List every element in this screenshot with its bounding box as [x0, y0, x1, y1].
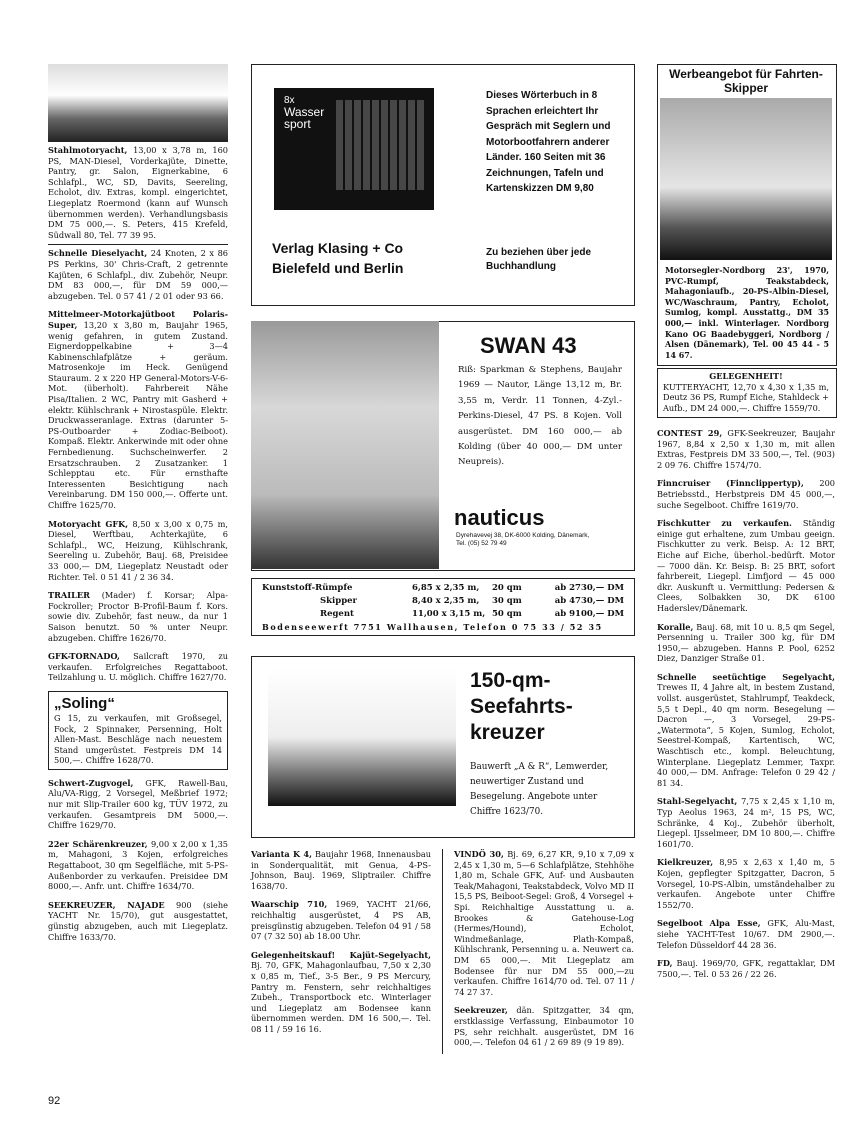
classified-ad: TRAILER (Mader) f. Korsar; Alpa-Fockroller; Proctor B-Profil-Baum f. Kors. sowie div. Zubehör, fast neuw., da nur 1 Saison benutzt. 50 % unter Neupr. abzugeben. Chiffre 1626/70. — [48, 590, 229, 643]
table-row: Skipper 8,40 x 2,35 m, 30 qm ab 4730,— DM — [320, 596, 624, 606]
classified-ad: SEEKREUZER, NAJADE 900 (siehe YACHT Nr. 15/70), gut ausgestattet, günstig abzugeben, auch mit Liegeplatz. Chiffre 1633/70. — [48, 899, 228, 942]
classified-ad: Stahl-Segelyacht, 7,75 x 2,45 x 1,10 m, Typ Aeolus 1963, 24 m², 15 PS, WC, Schränke, 4 Koj., Zubehör überholt, Liegepl. IJsselmeer, DM 10 800,—. Chiffre 1601/70. — [657, 796, 835, 849]
classified-ad: Waarschip 710, 1969, YACHT 21/66, reichhaltig ausgerüstet, 4 PS AB, preisgünstig abzugeben. Telefon 04 91 / 58 07 (7 32 50) ab 18.00 Uhr. — [251, 899, 431, 942]
seefahrt-title: 150-qm- Seefahrts- kreuzer — [470, 669, 573, 744]
cruiser-photo — [268, 668, 456, 806]
seefahrt-text: Bauwerft „A & R“, Lemwerder, neuwertiger Zustand und Besegelung. Angebote unter Chiffre 1623/70. — [470, 762, 609, 817]
classified-ad: GFK-TORNADO, Sailcraft 1970, zu verkaufen. Erfolgreiches Regattaboot. Teilzahlung u. U. möglich. Chiffre 1627/70. — [48, 651, 228, 683]
classified-ad: 22er Schärenkreuzer, 9,00 x 2,00 x 1,35 m, Mahagoni, 3 Kojen, erfolgreiches Regattaboot, 30 qm Segelfläche, mit 5-PS-Außenborder zu verkaufen. Preisidee DM 8000,—. Anfr. unt. Chiffre 1634/70. — [48, 838, 228, 892]
classified-ad: Varianta K 4, Baujahr 1968, Innenausbau in Sonderqualität, mit Genua, 4-PS-Johnson, Bauj. 1969, Sliptrailer. Chiffre 1638/70. — [251, 849, 431, 891]
book-cover: 8x Wasser sport — [274, 88, 434, 210]
klasing-note: Zu beziehen über jede Buchhandlung — [486, 247, 592, 272]
bodensee-footer: Bodenseewerft 7751 Wallhausen, Telefon 0 75 33 / 52 35 — [262, 622, 603, 632]
page-number: 92 — [48, 1095, 61, 1107]
werbe-title: Werbeangebot für Fahrten-Skipper — [669, 67, 823, 95]
hull-price-table — [262, 582, 624, 634]
classified-ad: Mittelmeer-Motorkajütboot Polaris-Super, 13,20 x 3,80 m, Baujahr 1965, wenig gefahren, in gutem Zustand. Eignerdoppelkabine + 3—4 Kabinenschlafplätze + geräum. Matrosenkoje im Heck. Genügend Stauraum. 2 x 220 HP General-Motors-V-6-Mot. (überholt). Fahrbereit Nähe Pisa/Italien. 2 WC, Pantry mit Gasherd + elektr. Kühlschrank + Nirostaspüle. Elektr. Druckwasseranlage. Extras (darunter 5-PS-Outboarder + Zodiac-Beiboot). Kompaß. Elektr. Ankerwinde mit oder ohne Fernbedienung. Suchscheinwerfer. 2 Ersatzschrauben. 2 Zusatzanker. 1 Schlepptau etc. Für ernsthafte Interessenten Besichtigung nach Vereinbarung. DM 150 000,—. Offerte unt. Chiffre 1625/70. — [48, 309, 228, 510]
classified-ad: Seekreuzer, dän. Spitzgatter, 34 qm, erstklassige Verfassung, Einbaumotor 10 PS, sehr reichhalt. ausgerüstet, DM 16 000,—. Telefon 04 61 / 2 69 89 (9 19 89). — [454, 1005, 634, 1048]
table-row: Kunststoff-Rümpfe 6,85 x 2,35 m, 20 qm ab 2730,— DM — [262, 583, 624, 593]
swan-title: SWAN 43 — [480, 333, 577, 358]
classified-ad: Schwert-Zugvogel, GFK, Rawell-Bau, Alu/VA-Rigg, 2 Vorsegel, Meßbrief 1972; nur mit Slip-Trailer 600 kg, TÜV 1972, zu verkaufen. Gesamtpreis DM 5000,—. Chiffre 1629/70. — [48, 777, 228, 831]
swan-text: Riß: Sparkman & Stephens, Baujahr 1969 — Nautor, Länge 13,12 m, Br. 3,55 m, Verdr. 11 Tonnen, 4-Zyl.-Perkins-Diesel, 47 PS. 8 Kojen. Voll ausgerüstet. DM 160 000,— ab Kolding (über 40 000,— DM unter Neupreis). — [458, 365, 622, 468]
klasing-description: Dieses Wörterbuch in 8 Sprachen erleichtert Ihr Gespräch mit Seglern und Motorbootfahrern anderer Länder. 160 Seiten mit 36 Zeichnungen, Tafeln und Kartenskizzen DM 9,80 — [486, 90, 611, 194]
nauticus-logo: nauticus — [454, 505, 545, 530]
nauticus-address: Dyrehavevej 38, DK-6000 Kolding, Dänemark, Tel. (05) 52 79 49 — [456, 532, 590, 547]
column-divider — [442, 849, 443, 1054]
classified-ad: Kielkreuzer, 8,95 x 2,63 x 1,40 m, 5 Kojen, gepflegter Spitzgatter, Dacron, 5 Vorsegel, 10-PS-Albin, umständehalber zu verkaufen. Angebote unter Chiffre 1552/70. — [657, 857, 835, 910]
classified-ad: Stahlmotoryacht, 13,00 x 3,78 m, 160 PS, MAN-Diesel, Vorderkajüte, Dinette, Pantry, gr. Salon, Eignerkabine, 6 Schlafpl., WC, SD, Davits, Seereling, Echolot, div. Extras, kompl. eingerichtet, Liegeplatz Roermond (kann auf Wunsch übernommen werden). Verhandlungsbasis DM 75 000,—. S. Peters, 415 Krefeld, Südwall 80, Tel. 77 39 95. — [48, 145, 228, 240]
classified-ad: Koralle, Bauj. 68, mit 10 u. 8,5 qm Segel, Persenning u. Trailer 300 kg, für DM 1950,— abzugeben. Hanns P. Pool, 6252 Diez, Danziger Straße 01. — [657, 621, 835, 664]
klasing-city: Bielefeld und Berlin — [272, 260, 404, 276]
classified-ad: Schnelle seetüchtige Segelyacht, Trewes II, 4 Jahre alt, in bestem Zustand, vollst. ausgerüstet, Stahlrumpf, Teakdeck, 5,5 t Depl., 40 qm norm. Besegelung — Dacron —, 3 Vorsegel, 29-PS-„Watermota“, 5 Kojen, Sumlog, Echolot, Seestrel-Kompaß, Kartentisch, WC, Waschtisch etc., kompl. Beleuchtung, Winterplane. Liegeplatz Lemmer, Taxpr. 40 000,— DM. Anfrage: Telefon 0 29 42 / 81 34. — [657, 671, 835, 788]
classified-ad: Fischkutter zu verkaufen. Ständig einige gut erhaltene, zum Umbau geeign. Fischkutter zu verk. Beisp. A: 12 BRT, Eiche auf Eiche, überhol.-bedürft. Motor — 7000 dän. Kr. Beisp. B: 25 BRT, sofort fahrbereit, Liegepl. Limfjord — 45 000 dkr. Auskunft u. Vermittlung: Pedersen & Clees, Solbakken 30, DK 6100 Haderslev/Dänemark. — [657, 518, 835, 613]
classified-ad: Finncruiser (Finnclippertyp), 200 Betriebsstd., Herbstpreis DM 45 000,—, suche Segelboot. Chiffre 1619/70. — [657, 478, 836, 510]
werbe-text: Motorsegler-Nordborg 23', 1970, PVC-Rumpf, Teakstabdeck, Mahagoniaufb., 20-PS-Albin-Diesel, WC/Waschraum, Pantry, Echolot, Sumlog, kompl. Ausstattg., DM 35 000,— inkl. Winterlager. Nordborg Kano OG Baadebyggeri, Nordborg / Alsen (Dänemark), Tel. 00 45 44 - 5 14 67. — [665, 266, 829, 360]
classified-ad: Segelboot Alpa Esse, GFK, Alu-Mast, siehe YACHT-Test 10/67. DM 2900,—. Telefon Düsseldorf 44 28 36. — [657, 918, 835, 950]
klasing-publisher: Verlag Klasing + Co — [272, 240, 404, 256]
motorsailer-photo — [660, 98, 832, 260]
gelegenheit-ad: GELEGENHEIT! KUTTERYACHT, 12,70 x 4,30 x 1,35 m, Deutz 36 PS, Rumpf Eiche, Stahldeck + Aufb., DM 24 000,—. Chiffre 1559/70. — [663, 371, 829, 413]
soling-box: „Soling“ G 15, zu verkaufen, mit Großsegel, Fock, 2 Spinnaker, Persenning, Holt Allen-Mast. Beschläge nach neuestem Stand umgerüstet. Festpreis DM 14 500,—. Chiffre 1628/70. — [48, 691, 228, 770]
table-row: Regent 11,00 x 3,15 m, 50 qm ab 9100,— DM — [320, 609, 624, 619]
classified-ad: Schnelle Dieselyacht, 24 Knoten, 2 x 86 PS Perkins, 30' Chris-Craft, 2 getrennte Kajüten, 6 Schlafpl., div. Zubehör, Neupr. DM 83 000,—, für DM 59 000,— abzugeben. Tel. 0 57 41 / 2 01 oder 93 66. — [48, 248, 229, 301]
sailboat-photo — [251, 321, 439, 569]
mid-left-column — [251, 849, 431, 1043]
mid-right-column — [454, 849, 634, 1056]
classified-ad: CONTEST 29, GFK-Seekreuzer, Baujahr 1967, 8,84 x 2,50 x 1,30 m, mit allen Extras, Festpreis DM 33 500,—, Tel. (903) 2 09 76. Chiffre 1574/70. — [657, 428, 835, 470]
left-column — [48, 145, 228, 950]
right-column — [657, 428, 835, 987]
classified-ad: VINDÖ 30, Bj. 69, 6,27 KR, 9,10 x 7,09 x 2,45 x 1,30 m, 5—6 Schlafplätze, Stehhöhe 1,80 m, Schale GFK, Auf- und Ausbauten Teak/Mahagoni, Teakstabdeck, Volvo MD II 15,5 PS, Beiboot-Segel: Groß, 4 Vorsegel + Spi. Reichhaltige Ausstattung u. a. Brookes & Gatehouse-Log (Hermes/Hound), Echolot, Windmeßanlage, Plath-Kompaß, Kühlschrank, Persenning u. a. Neuwert ca. DM 65 000,—. Mit Liegeplatz am Bodensee für nur DM 55 000,—zu verkaufen. Chiffre 1614/70 od. Tel. 07 11 / 74 27 37. — [454, 849, 634, 997]
classified-ad: Motoryacht GFK, 8,50 x 3,00 x 0,75 m, Diesel, Werftbau, Achterkajüte, 6 Schlafpl., WC, Heizung, Kühlschrank, Seereling u. Zubehör, Bauj. 68, Preisidee 33 000,— DM, Liegeplatz Neustadt oder Richter. Tel. 0 51 41 / 2 36 34. — [48, 518, 228, 582]
motoryacht-photo — [48, 64, 228, 142]
classified-ad: FD, Bauj. 1969/70, GFK, regattaklar, DM 7500,—. Tel. 0 53 26 / 22 26. — [657, 958, 835, 979]
classified-ad: Gelegenheitskauf! Kajüt-Segelyacht, Bj. 70, GFK, Mahagonlaufbau, 7,50 x 2,30 x 0,85 m, Tief., 3-5 Ber., 9 PS Mercury, Pantry m. Fenstern, sehr reichhaltiges Zubeh., Transportbock etc. Winterlager und Liegeplatz am Bodensee kann übernommen werden. DM 16 500,—. Tel. 08 11 / 59 16 16. — [251, 949, 431, 1034]
